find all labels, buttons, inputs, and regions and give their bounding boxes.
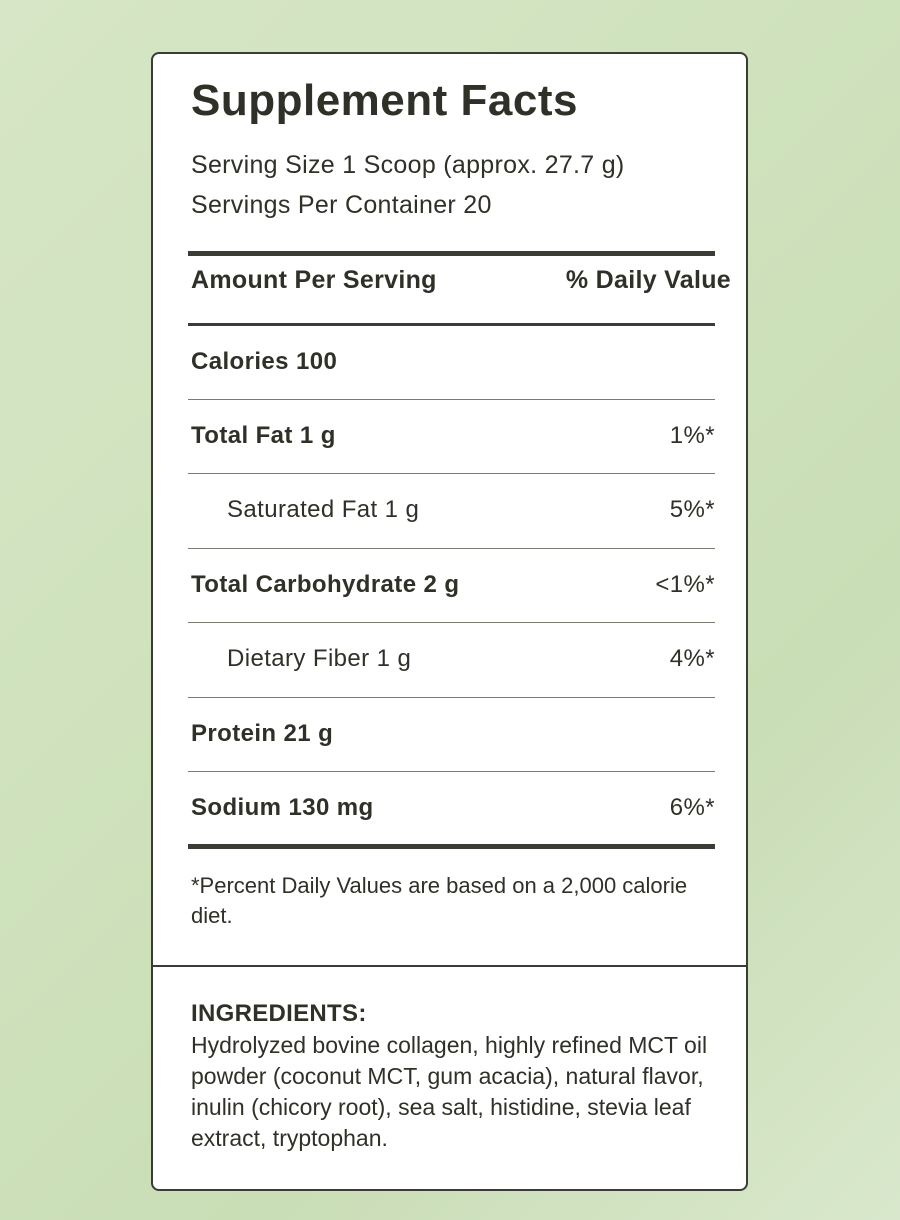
ingredients-title: INGREDIENTS:	[191, 1000, 367, 1027]
nutrient-row-total-fat	[191, 399, 715, 473]
ingredients-section	[191, 998, 731, 1154]
nutrient-daily-value: 6%*	[669, 794, 715, 821]
nutrient-row-sodium	[191, 771, 715, 845]
nutrient-daily-value: 5%*	[669, 496, 715, 523]
servings-per-container: Servings Per Container 20	[191, 191, 492, 219]
nutrient-label: Saturated Fat 1 g	[227, 496, 420, 523]
nutrient-label: Total Fat 1 g	[191, 422, 336, 449]
nutrient-label: Dietary Fiber 1 g	[227, 645, 412, 672]
ingredients-text: Hydrolyzed bovine collagen, highly refined MCT oil powder (coconut MCT, gum acacia), natural flavor, inulin (chicory root), sea salt, histidine, stevia leaf extract, tryptophan.	[191, 1032, 708, 1151]
facts-title: Supplement Facts	[191, 76, 578, 125]
nutrient-row-dietary-fiber	[191, 622, 715, 696]
section-divider	[153, 965, 746, 967]
nutrient-daily-value: <1%*	[655, 571, 715, 598]
daily-value-footnote: *Percent Daily Values are based on a 2,000 calorie diet.	[191, 873, 688, 928]
column-header	[191, 266, 731, 295]
nutrient-label: Total Carbohydrate 2 g	[191, 571, 460, 598]
daily-value-header: % Daily Value	[565, 266, 731, 294]
nutrient-label: Calories 100	[191, 348, 338, 375]
nutrient-label: Sodium 130 mg	[191, 794, 374, 821]
facts-section	[153, 54, 746, 967]
supplement-facts-panel	[151, 52, 748, 1191]
nutrient-row-calories	[191, 325, 715, 399]
serving-size: Serving Size 1 Scoop (approx. 27.7 g)	[191, 151, 625, 179]
nutrient-daily-value: 1%*	[669, 422, 715, 449]
nutrient-daily-value: 4%*	[669, 645, 715, 672]
nutrient-row-protein	[191, 697, 715, 771]
nutrient-row-saturated-fat	[191, 473, 715, 547]
nutrient-row-total-carbohydrate	[191, 548, 715, 622]
amount-per-serving-header: Amount Per Serving	[191, 266, 437, 294]
thick-rule-bottom	[188, 844, 715, 849]
thick-rule-top	[188, 251, 715, 256]
nutrient-label: Protein 21 g	[191, 720, 334, 747]
